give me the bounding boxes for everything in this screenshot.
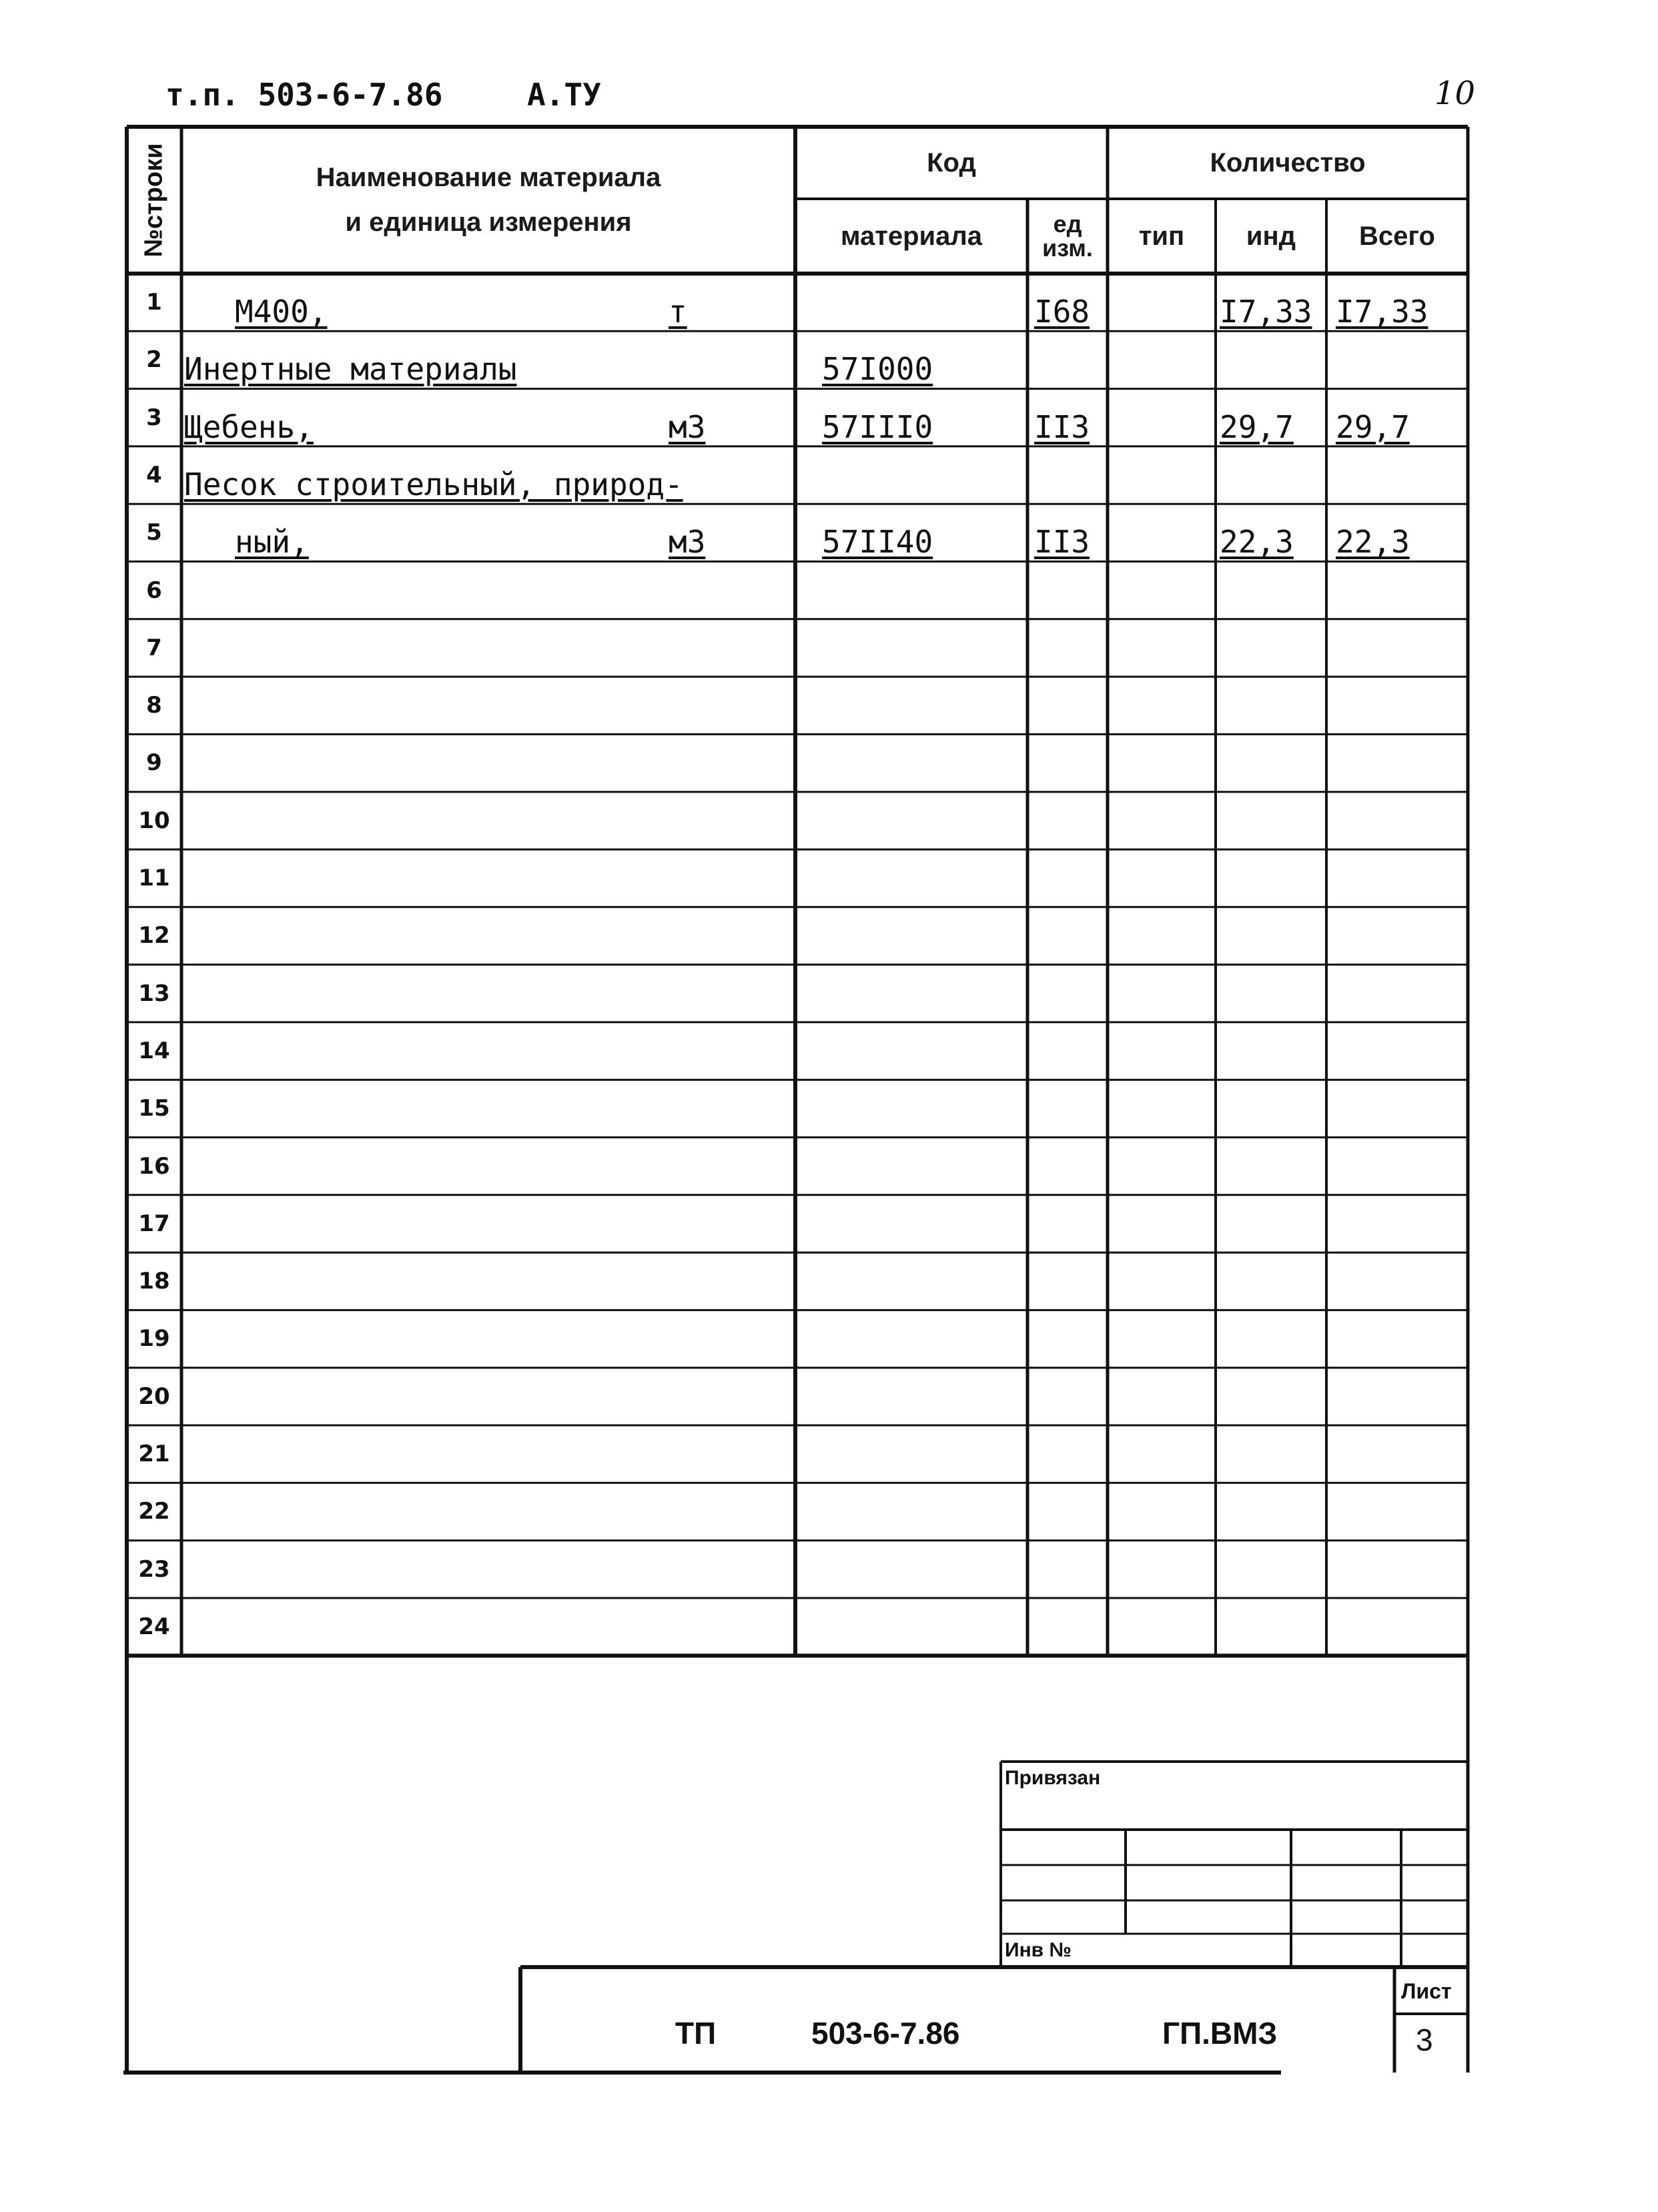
sheet-label: Лист bbox=[1401, 1979, 1452, 2003]
row-number: 5 bbox=[146, 519, 162, 546]
row-number: 16 bbox=[138, 1152, 170, 1180]
series-code: ТП bbox=[675, 2016, 717, 2051]
material-name: Инертные материалы bbox=[184, 351, 517, 388]
row-number: 14 bbox=[138, 1037, 170, 1064]
row-number: 10 bbox=[138, 807, 170, 834]
column-header-total: Всего bbox=[1359, 221, 1435, 251]
row-number: 19 bbox=[138, 1325, 170, 1353]
inventory-number-label: Инв № bbox=[1005, 1939, 1072, 1961]
material-name: М400, bbox=[235, 294, 328, 330]
material-code: 57I000 bbox=[822, 351, 933, 388]
quantity-total: I7,33 bbox=[1336, 294, 1428, 330]
quantity-total: 22,3 bbox=[1336, 524, 1410, 561]
row-number: 8 bbox=[146, 692, 162, 719]
quantity-total: 29,7 bbox=[1336, 408, 1410, 445]
row-number: 7 bbox=[146, 634, 162, 661]
unit-code: I68 bbox=[1034, 294, 1090, 330]
sheet-code: ГП.ВМЗ bbox=[1162, 2016, 1278, 2051]
column-header-name-line2: и единица измерения bbox=[345, 208, 632, 237]
column-header-quantity-group: Количество bbox=[1210, 147, 1366, 177]
page-header bbox=[0, 0, 1658, 127]
row-number: 1 bbox=[146, 289, 162, 316]
column-header-material-code: материала bbox=[840, 221, 983, 251]
row-number: 22 bbox=[138, 1498, 170, 1525]
document-reference: т.п. 503-6-7.86 bbox=[165, 77, 443, 113]
quantity-ind: I7,33 bbox=[1220, 294, 1312, 330]
column-header-unit-code-line1: ед bbox=[1053, 210, 1082, 238]
material-name: Песок строительный, природ- bbox=[184, 466, 683, 502]
column-header-name-line1: Наименование материала bbox=[316, 163, 661, 192]
column-header-unit-code bbox=[1027, 199, 1108, 274]
unit-code: II3 bbox=[1034, 524, 1090, 561]
row-number: 15 bbox=[138, 1095, 170, 1122]
material-unit: т bbox=[669, 294, 687, 330]
material-code: 57III0 bbox=[822, 408, 933, 445]
row-number: 18 bbox=[138, 1268, 170, 1295]
column-header-ind: инд bbox=[1246, 221, 1296, 251]
column-header-unit-code-line2: изм. bbox=[1042, 234, 1093, 262]
material-name: Щебень, bbox=[184, 408, 314, 445]
row-number: 11 bbox=[138, 865, 170, 891]
row-number: 13 bbox=[138, 980, 170, 1007]
row-number: 20 bbox=[138, 1383, 170, 1410]
row-number: 24 bbox=[138, 1613, 170, 1640]
row-number: 3 bbox=[146, 404, 162, 431]
material-name: ный, bbox=[235, 524, 309, 561]
row-number: 4 bbox=[146, 461, 162, 488]
row-number: 9 bbox=[146, 749, 162, 777]
column-header-type: тип bbox=[1138, 221, 1185, 251]
row-number: 23 bbox=[138, 1555, 170, 1583]
quantity-ind: 22,3 bbox=[1220, 524, 1294, 561]
row-number: 12 bbox=[138, 922, 170, 950]
row-number: 21 bbox=[138, 1441, 170, 1467]
unit-code: II3 bbox=[1034, 408, 1090, 445]
column-header-code-group: Код bbox=[927, 147, 976, 177]
quantity-ind: 29,7 bbox=[1220, 408, 1294, 445]
row-number: 17 bbox=[138, 1210, 170, 1237]
document-part: А.ТУ bbox=[527, 77, 601, 113]
material-code: 57II40 bbox=[822, 524, 933, 561]
page-number: 10 bbox=[1434, 75, 1476, 112]
column-header-row-number: №строки bbox=[139, 143, 168, 258]
row-number: 2 bbox=[146, 346, 162, 374]
sheet-number: 3 bbox=[1416, 2022, 1433, 2057]
attached-label: Привязан bbox=[1005, 1767, 1101, 1789]
column-header-name bbox=[181, 127, 795, 274]
row-number: 6 bbox=[146, 577, 162, 604]
material-unit: м3 bbox=[669, 524, 706, 561]
material-unit: м3 bbox=[669, 408, 706, 445]
project-number: 503-6-7.86 bbox=[811, 2016, 960, 2051]
